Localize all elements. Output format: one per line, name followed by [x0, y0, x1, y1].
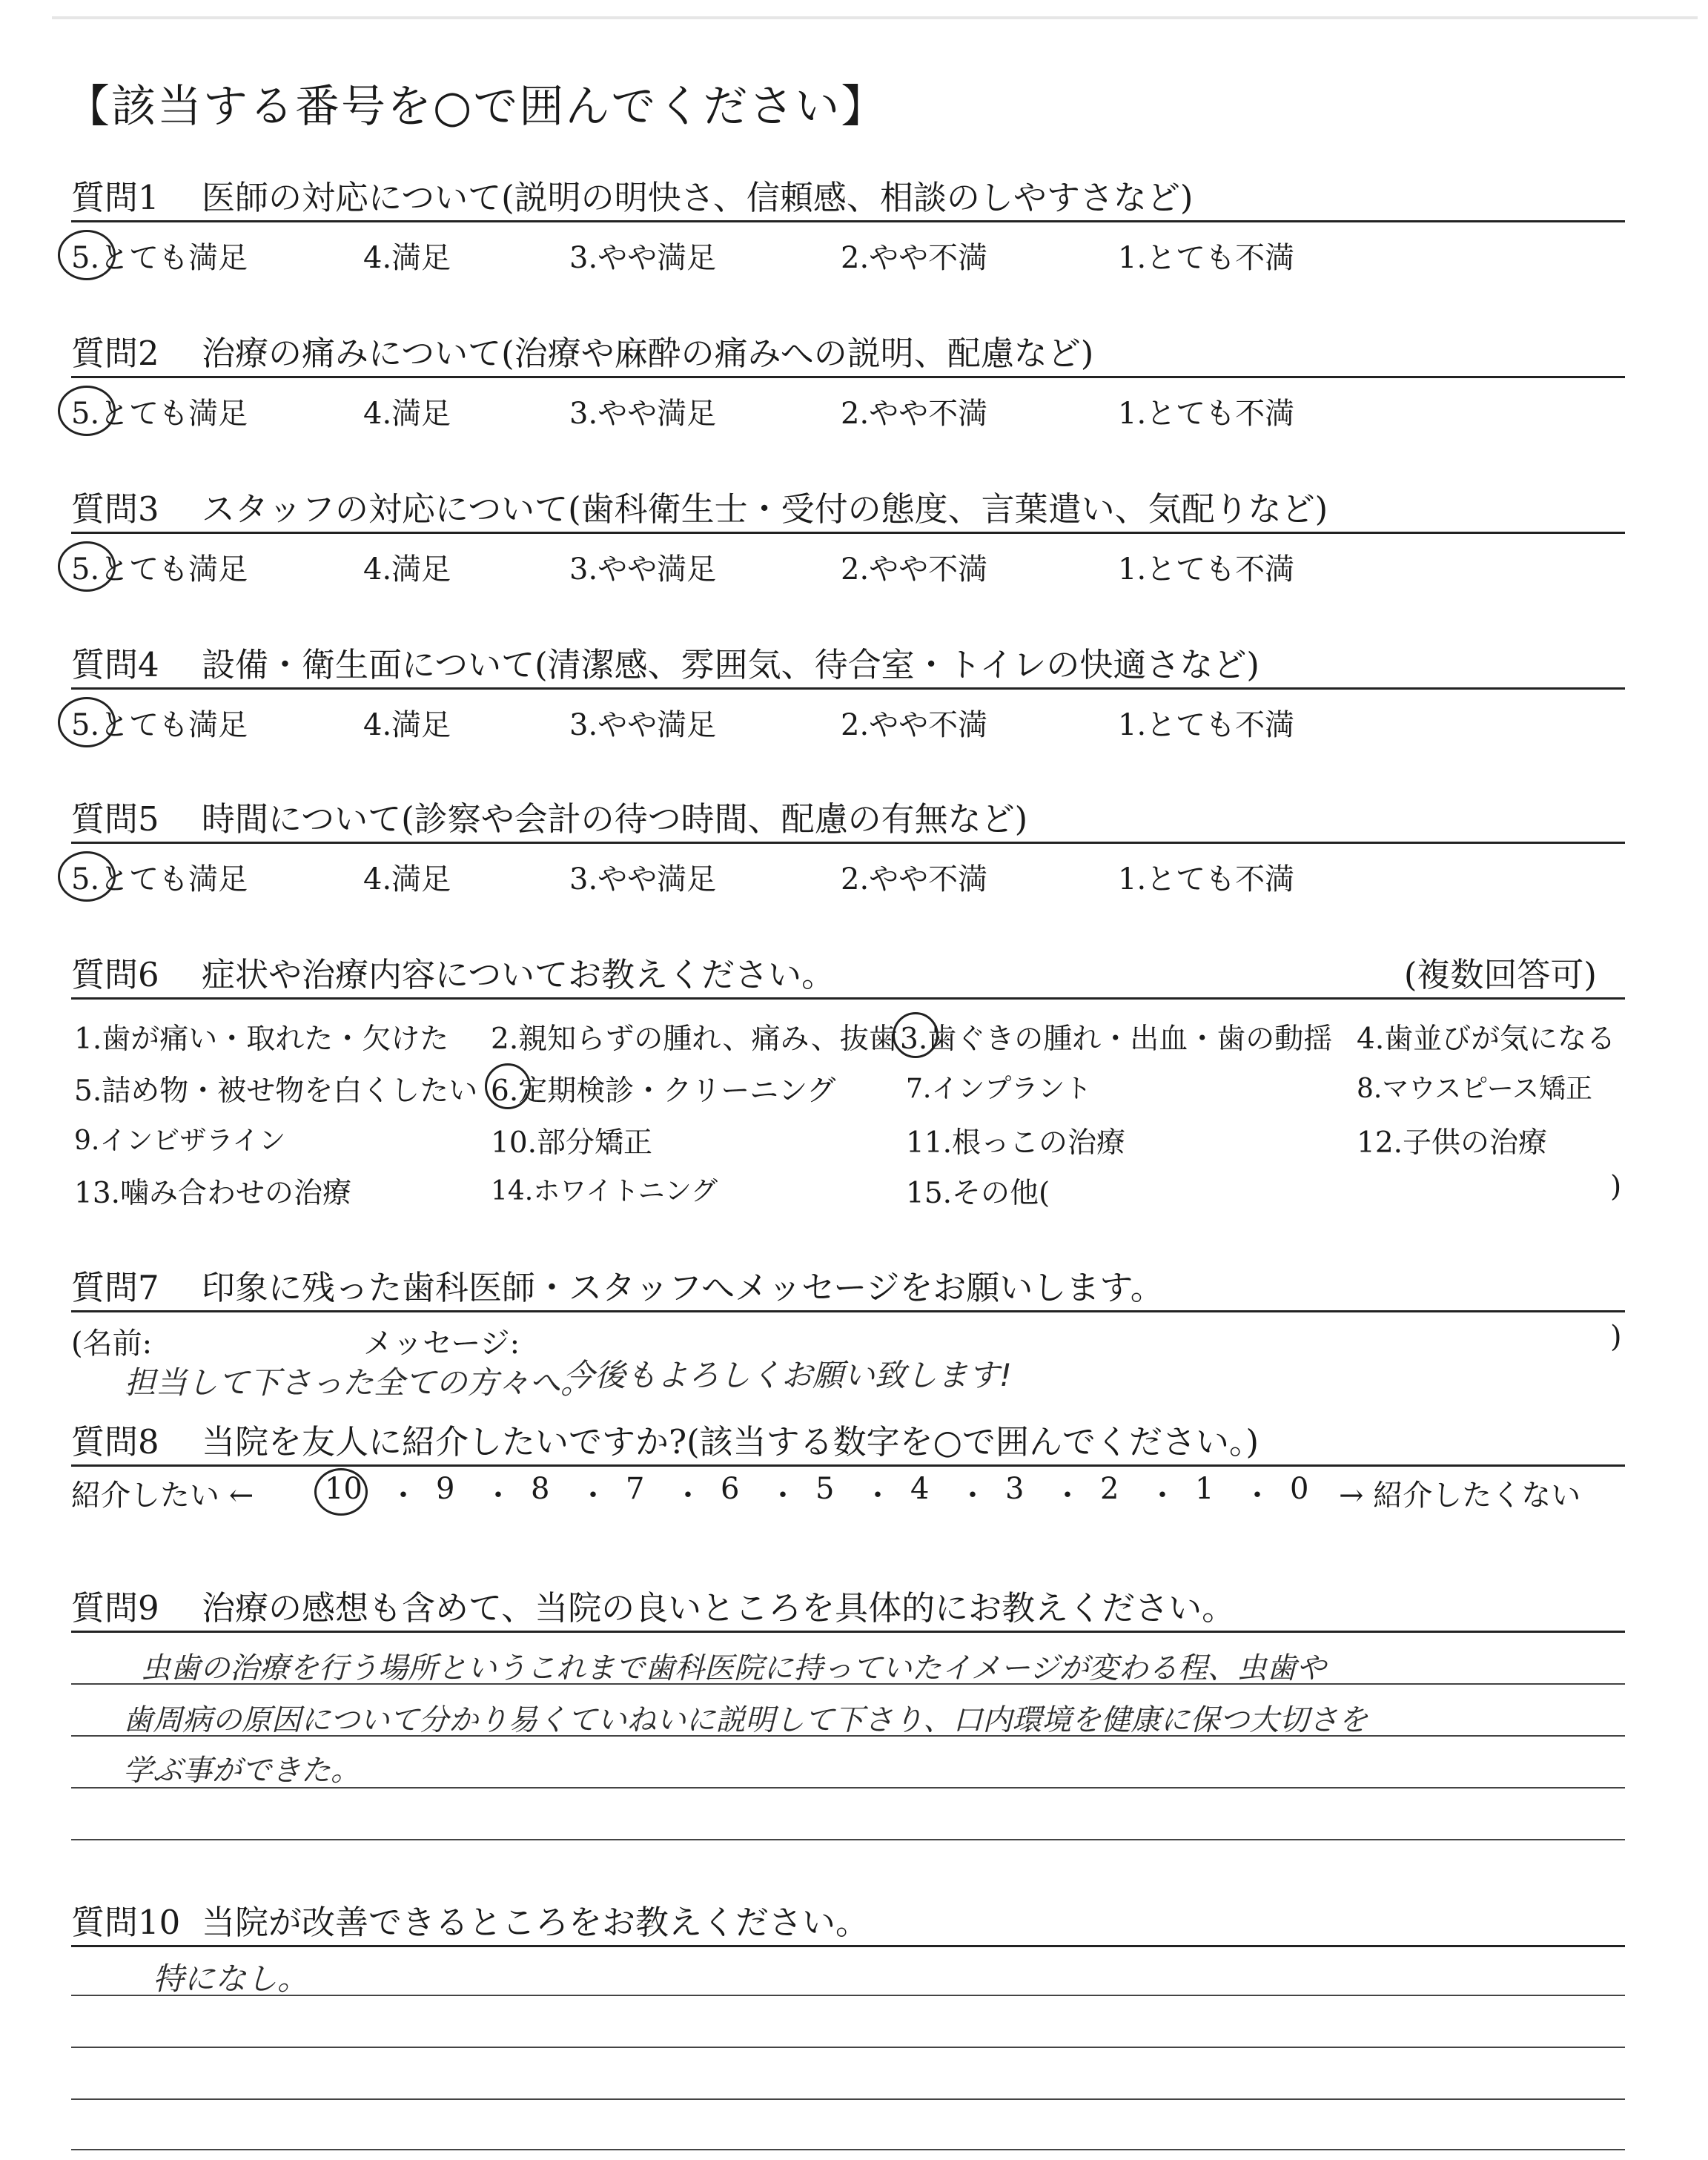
- scale-2[interactable]: 2: [1100, 1472, 1119, 1506]
- q4-option-2[interactable]: 2.やや不満: [841, 708, 988, 742]
- scale-dot: ・: [1053, 1479, 1082, 1513]
- q3-option-5[interactable]: 5.とても満足: [71, 552, 248, 587]
- question-2-number: 質問2: [71, 334, 159, 373]
- question-4-rule: [71, 687, 1625, 690]
- q2-option-1[interactable]: 1.とても不満: [1118, 397, 1295, 431]
- question-1-heading: [71, 171, 1193, 219]
- handwritten-name-answer[interactable]: 担当して下さった全ての方々へ。: [125, 1364, 592, 1401]
- q1-option-4[interactable]: 4.満足: [363, 241, 451, 275]
- q5-option-2[interactable]: 2.やや不満: [841, 862, 988, 896]
- question-1-number: 質問1: [71, 178, 159, 217]
- question-7-rule: [71, 1310, 1625, 1312]
- question-7-text: 印象に残った歯科医師・スタッフへメッセージをお願いします。: [202, 1268, 1164, 1307]
- scale-dot: ・: [958, 1479, 987, 1513]
- message-label: メッセージ:: [363, 1327, 520, 1361]
- scale-9[interactable]: 9: [436, 1472, 455, 1506]
- scale-4[interactable]: 4: [910, 1472, 930, 1506]
- scale-0[interactable]: 0: [1290, 1472, 1309, 1506]
- question-2-text: 治療の痛みについて(治療や麻酔の痛みへの説明、配慮など): [202, 334, 1094, 373]
- q5-option-5[interactable]: 5.とても満足: [71, 862, 248, 896]
- scan-top-edge: [52, 16, 1698, 19]
- handwritten-q9-line-1[interactable]: 虫歯の治療を行う場所というこれまで歯科医院に持っていたイメージが変わる程、虫歯や: [141, 1651, 1326, 1685]
- question-7-number: 質問7: [71, 1268, 159, 1307]
- handwritten-message-answer[interactable]: 今後もよろしくお願い致します!: [563, 1357, 1012, 1393]
- question-6-text: 症状や治療内容についてお教えください。: [202, 955, 835, 994]
- q3-option-3[interactable]: 3.やや満足: [569, 552, 717, 587]
- symptom-option-11[interactable]: 11.根っこの治療: [906, 1126, 1126, 1160]
- q1-option-2[interactable]: 2.やや不満: [841, 241, 988, 275]
- question-3-number: 質問3: [71, 489, 159, 529]
- answer-line: [71, 2149, 1625, 2150]
- q2-option-3[interactable]: 3.やや満足: [569, 397, 717, 431]
- symptom-option-8[interactable]: 8.マウスピース矯正: [1357, 1074, 1593, 1104]
- question-1-text: 医師の対応について(説明の明快さ、信頼感、相談のしやすさなど): [202, 178, 1194, 217]
- q4-option-1[interactable]: 1.とても不満: [1118, 708, 1295, 742]
- symptom-option-10[interactable]: 10.部分矯正: [491, 1126, 653, 1160]
- q5-option-4[interactable]: 4.満足: [363, 862, 451, 896]
- scale-dot: ・: [578, 1479, 608, 1513]
- answer-line: [71, 1839, 1625, 1840]
- q4-option-4[interactable]: 4.満足: [363, 708, 451, 742]
- answer-line: [71, 2098, 1625, 2100]
- q3-option-1[interactable]: 1.とても不満: [1118, 552, 1295, 587]
- q2-option-2[interactable]: 2.やや不満: [841, 397, 988, 431]
- scale-dot: ・: [673, 1479, 703, 1513]
- recommend-left-label: 紹介したい ←: [71, 1479, 254, 1513]
- symptom-option-3[interactable]: 3.歯ぐきの腫れ・出血・歯の動揺: [900, 1023, 1333, 1056]
- q4-option-3[interactable]: 3.やや満足: [569, 708, 717, 742]
- answer-line: [71, 1683, 1625, 1685]
- answer-line: [71, 1995, 1625, 1996]
- q5-option-1[interactable]: 1.とても不満: [1118, 862, 1295, 896]
- symptom-option-12[interactable]: 12.子供の治療: [1357, 1126, 1548, 1160]
- question-10-rule: [71, 1945, 1625, 1947]
- q4-option-5[interactable]: 5.とても満足: [71, 708, 248, 742]
- handwritten-q9-line-2[interactable]: 歯周病の原因について分かり易くていねいに説明して下さり、口内環境を健康に保つ大切さを: [123, 1703, 1368, 1737]
- question-5-number: 質問5: [71, 799, 159, 839]
- symptom-option-4[interactable]: 4.歯並びが気になる: [1357, 1023, 1616, 1056]
- question-3-heading: [71, 482, 1328, 530]
- multiple-answers-note: (複数回答可): [1403, 955, 1597, 994]
- question-10-heading: [71, 1895, 869, 1943]
- question-8-text: 当院を友人に紹介したいですか?(該当する数字を○で囲んでください。): [202, 1422, 1260, 1462]
- question-4-number: 質問4: [71, 645, 159, 684]
- q1-option-5[interactable]: 5.とても満足: [71, 241, 248, 275]
- handwritten-q10-answer[interactable]: 特になし。: [153, 1961, 309, 1997]
- question-6-number: 質問6: [71, 955, 159, 994]
- question-5-rule: [71, 842, 1625, 844]
- question-6-heading: [71, 948, 835, 996]
- symptom-option-15[interactable]: 15.その他(: [906, 1177, 1050, 1210]
- question-3-text: スタッフの対応について(歯科衛生士・受付の態度、言葉遣い、気配りなど): [202, 489, 1328, 529]
- question-8-number: 質問8: [71, 1422, 159, 1462]
- q5-option-3[interactable]: 3.やや満足: [569, 862, 717, 896]
- q1-option-1[interactable]: 1.とても不満: [1118, 241, 1295, 275]
- scale-7[interactable]: 7: [626, 1472, 645, 1506]
- answer-line: [71, 1787, 1625, 1789]
- scale-dot: ・: [863, 1479, 893, 1513]
- other-close-paren: ): [1610, 1170, 1622, 1203]
- scale-dot: ・: [1242, 1479, 1272, 1513]
- symptom-option-2[interactable]: 2.親知らずの腫れ、痛み、抜歯: [491, 1023, 898, 1056]
- scale-6[interactable]: 6: [721, 1472, 740, 1506]
- q1-option-3[interactable]: 3.やや満足: [569, 241, 717, 275]
- q2-option-4[interactable]: 4.満足: [363, 397, 451, 431]
- symptom-option-6[interactable]: 6.定期検診・クリーニング: [491, 1074, 836, 1108]
- question-10-number: 質問10: [71, 1903, 181, 1942]
- scale-dot: ・: [388, 1479, 418, 1513]
- question-4-heading: [71, 638, 1260, 686]
- scale-dot: ・: [1148, 1479, 1177, 1513]
- scale-dot: ・: [483, 1479, 513, 1513]
- symptom-option-1[interactable]: 1.歯が痛い・取れた・欠けた: [74, 1023, 449, 1056]
- question-1-rule: [71, 220, 1625, 222]
- answer-line: [71, 1735, 1625, 1737]
- scale-5[interactable]: 5: [815, 1472, 835, 1506]
- answer-line: [71, 2047, 1625, 2048]
- question-4-text: 設備・衛生面について(清潔感、雰囲気、待合室・トイレの快適さなど): [202, 645, 1260, 684]
- question-2-rule: [71, 376, 1625, 378]
- question-2-heading: [71, 326, 1093, 374]
- recommend-right-label: → 紹介したくない: [1339, 1479, 1581, 1513]
- symptom-option-9[interactable]: 9.インビザライン: [74, 1126, 286, 1156]
- question-10-text: 当院が改善できるところをお教えください。: [202, 1903, 870, 1942]
- question-5-heading: [71, 792, 1027, 840]
- q3-option-4[interactable]: 4.満足: [363, 552, 451, 587]
- question-5-text: 時間について(診察や会計の待つ時間、配慮の有無など): [202, 799, 1028, 839]
- symptom-option-7[interactable]: 7.インプラント: [906, 1074, 1092, 1104]
- handwritten-q9-line-3[interactable]: 学ぶ事ができた。: [123, 1754, 360, 1788]
- symptom-option-5[interactable]: 5.詰め物・被せ物を白くしたい: [74, 1074, 478, 1108]
- scale-3[interactable]: 3: [1005, 1472, 1025, 1506]
- message-close-paren: ): [1610, 1320, 1622, 1354]
- scale-dot: ・: [768, 1479, 798, 1513]
- name-label: (名前:: [71, 1327, 153, 1361]
- scale-10[interactable]: 10: [325, 1472, 363, 1506]
- question-8-rule: [71, 1464, 1625, 1467]
- scale-1[interactable]: 1: [1195, 1472, 1214, 1506]
- scale-8[interactable]: 8: [531, 1472, 550, 1506]
- symptom-option-13[interactable]: 13.噛み合わせの治療: [74, 1177, 352, 1210]
- form-title: 【該当する番号を○で囲んでください】: [65, 81, 887, 133]
- question-6-rule: [71, 997, 1625, 1000]
- question-9-number: 質問9: [71, 1588, 159, 1628]
- q2-option-5[interactable]: 5.とても満足: [71, 397, 248, 431]
- question-3-rule: [71, 532, 1625, 534]
- symptom-option-14[interactable]: 14.ホワイトニング: [491, 1176, 718, 1206]
- q3-option-2[interactable]: 2.やや不満: [841, 552, 988, 587]
- question-9-heading: [71, 1581, 1235, 1629]
- question-9-rule: [71, 1631, 1625, 1633]
- question-9-text: 治療の感想も含めて、当院の良いところを具体的にお教えください。: [202, 1588, 1236, 1628]
- question-7-heading: [71, 1261, 1164, 1309]
- question-8-heading: [71, 1415, 1259, 1463]
